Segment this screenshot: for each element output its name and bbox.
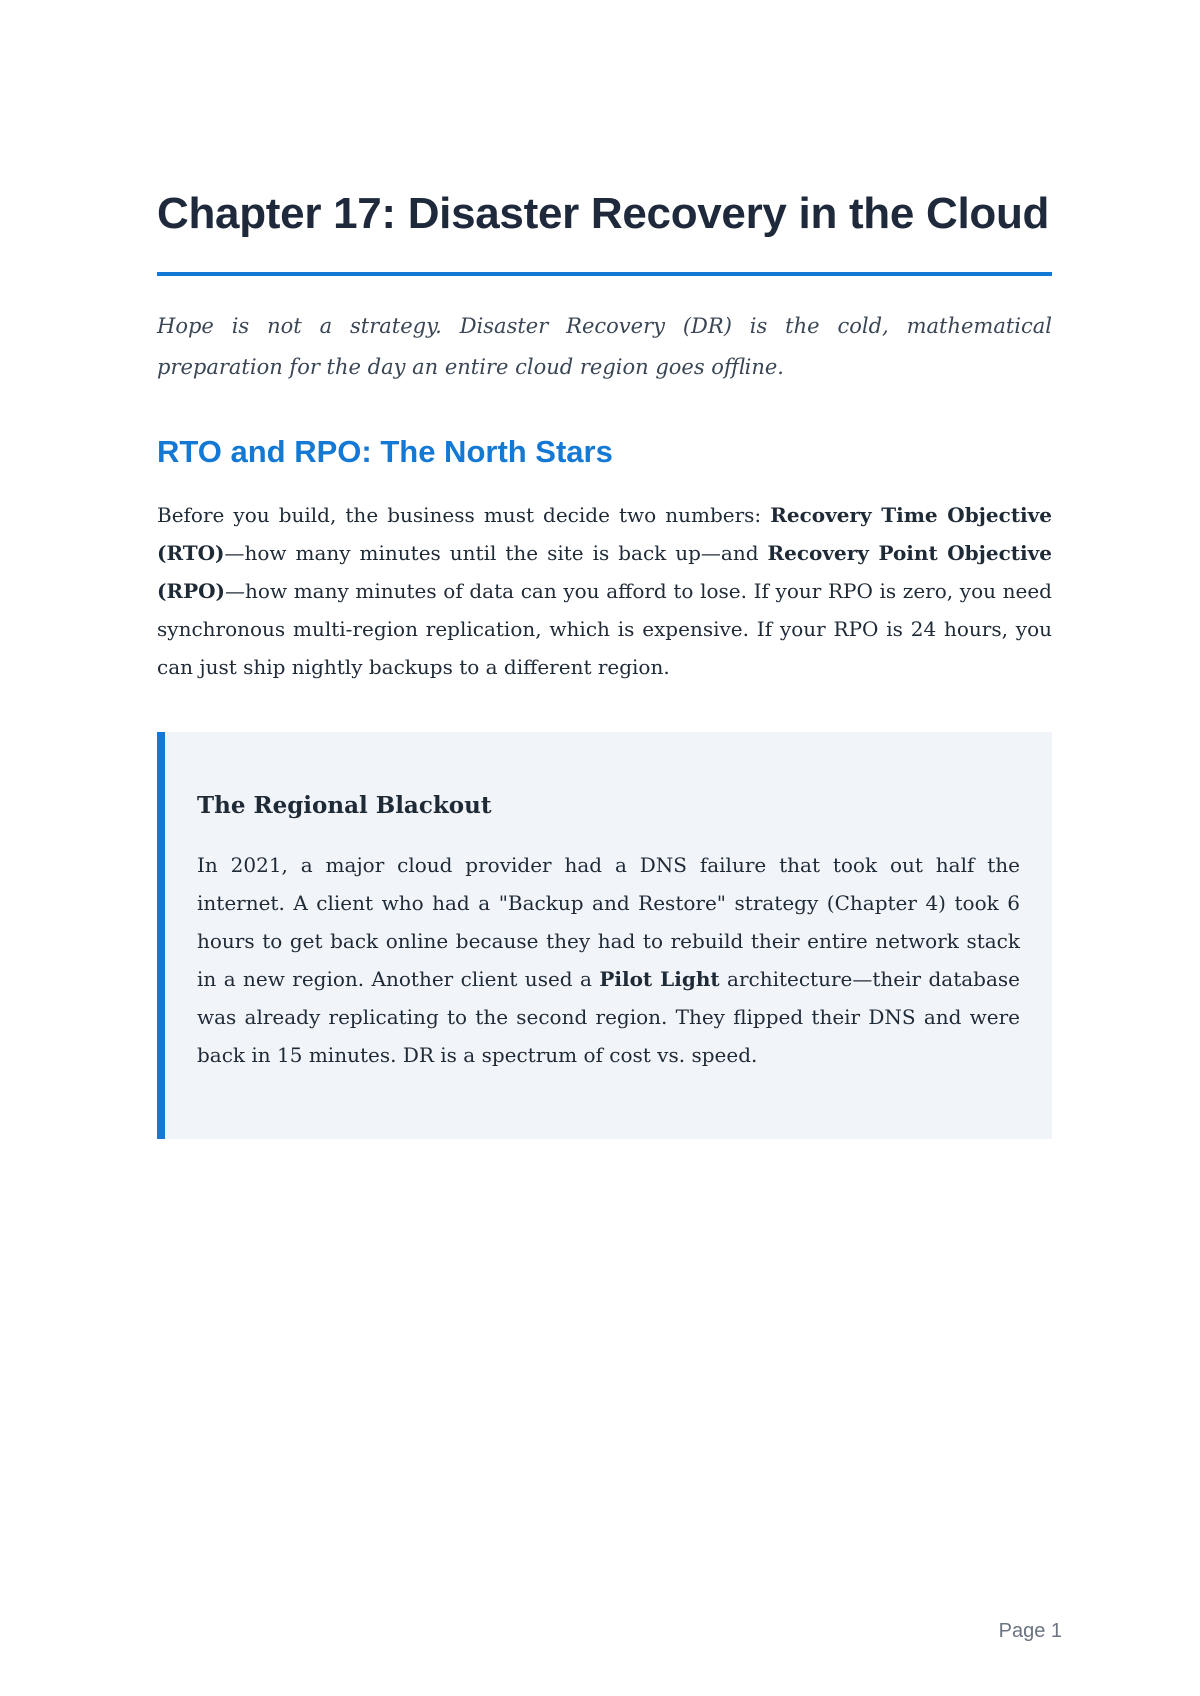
lead-paragraph: Hope is not a strategy. Disaster Recovery (DR) is the cold, mathematical preparation for the day an entire cloud region goes offline. <box>157 314 1052 379</box>
section-paragraph <box>157 496 1052 686</box>
callout-paragraph <box>197 846 1020 1074</box>
callout-bold-term: Pilot Light <box>599 967 720 991</box>
paragraph-text: —how many minutes of data can you afford to lose. If your RPO is zero, you need synchronous multi-region replication, which is expensive. If your RPO is 24 hours, you can just ship nightly backups to a different region. <box>157 579 1052 679</box>
section-heading: RTO and RPO: The North Stars <box>157 434 613 469</box>
callout-text: In 2021, a major cloud provider had a DNS failure that took out half the internet. A client who had a "Backup and Restore" strategy (Chapter 4) took 6 hours to get back online because they had to rebuild their entire network stack in a new region. Another client used a <box>197 853 1020 991</box>
callout-box <box>157 732 1052 1139</box>
title-divider <box>157 272 1052 276</box>
paragraph-bold-term: Recovery Time Objective (RTO) <box>157 503 1053 565</box>
paragraph-text: Before you build, the business must decide two numbers: <box>157 503 771 527</box>
page-number: Page 1 <box>998 1620 1062 1642</box>
callout-title: The Regional Blackout <box>197 792 492 819</box>
chapter-title: Chapter 17: Disaster Recovery in the Cloud <box>157 189 1050 238</box>
page-content <box>157 176 1052 1139</box>
callout-text: architecture—their database was already replicating to the second region. They flipped their DNS and were back in 15 minutes. DR is a spectrum of cost vs. speed. <box>197 967 1021 1067</box>
paragraph-bold-term: Recovery Point Objective (RPO) <box>157 541 1052 603</box>
paragraph-text: —how many minutes until the site is back up—and <box>224 541 768 565</box>
